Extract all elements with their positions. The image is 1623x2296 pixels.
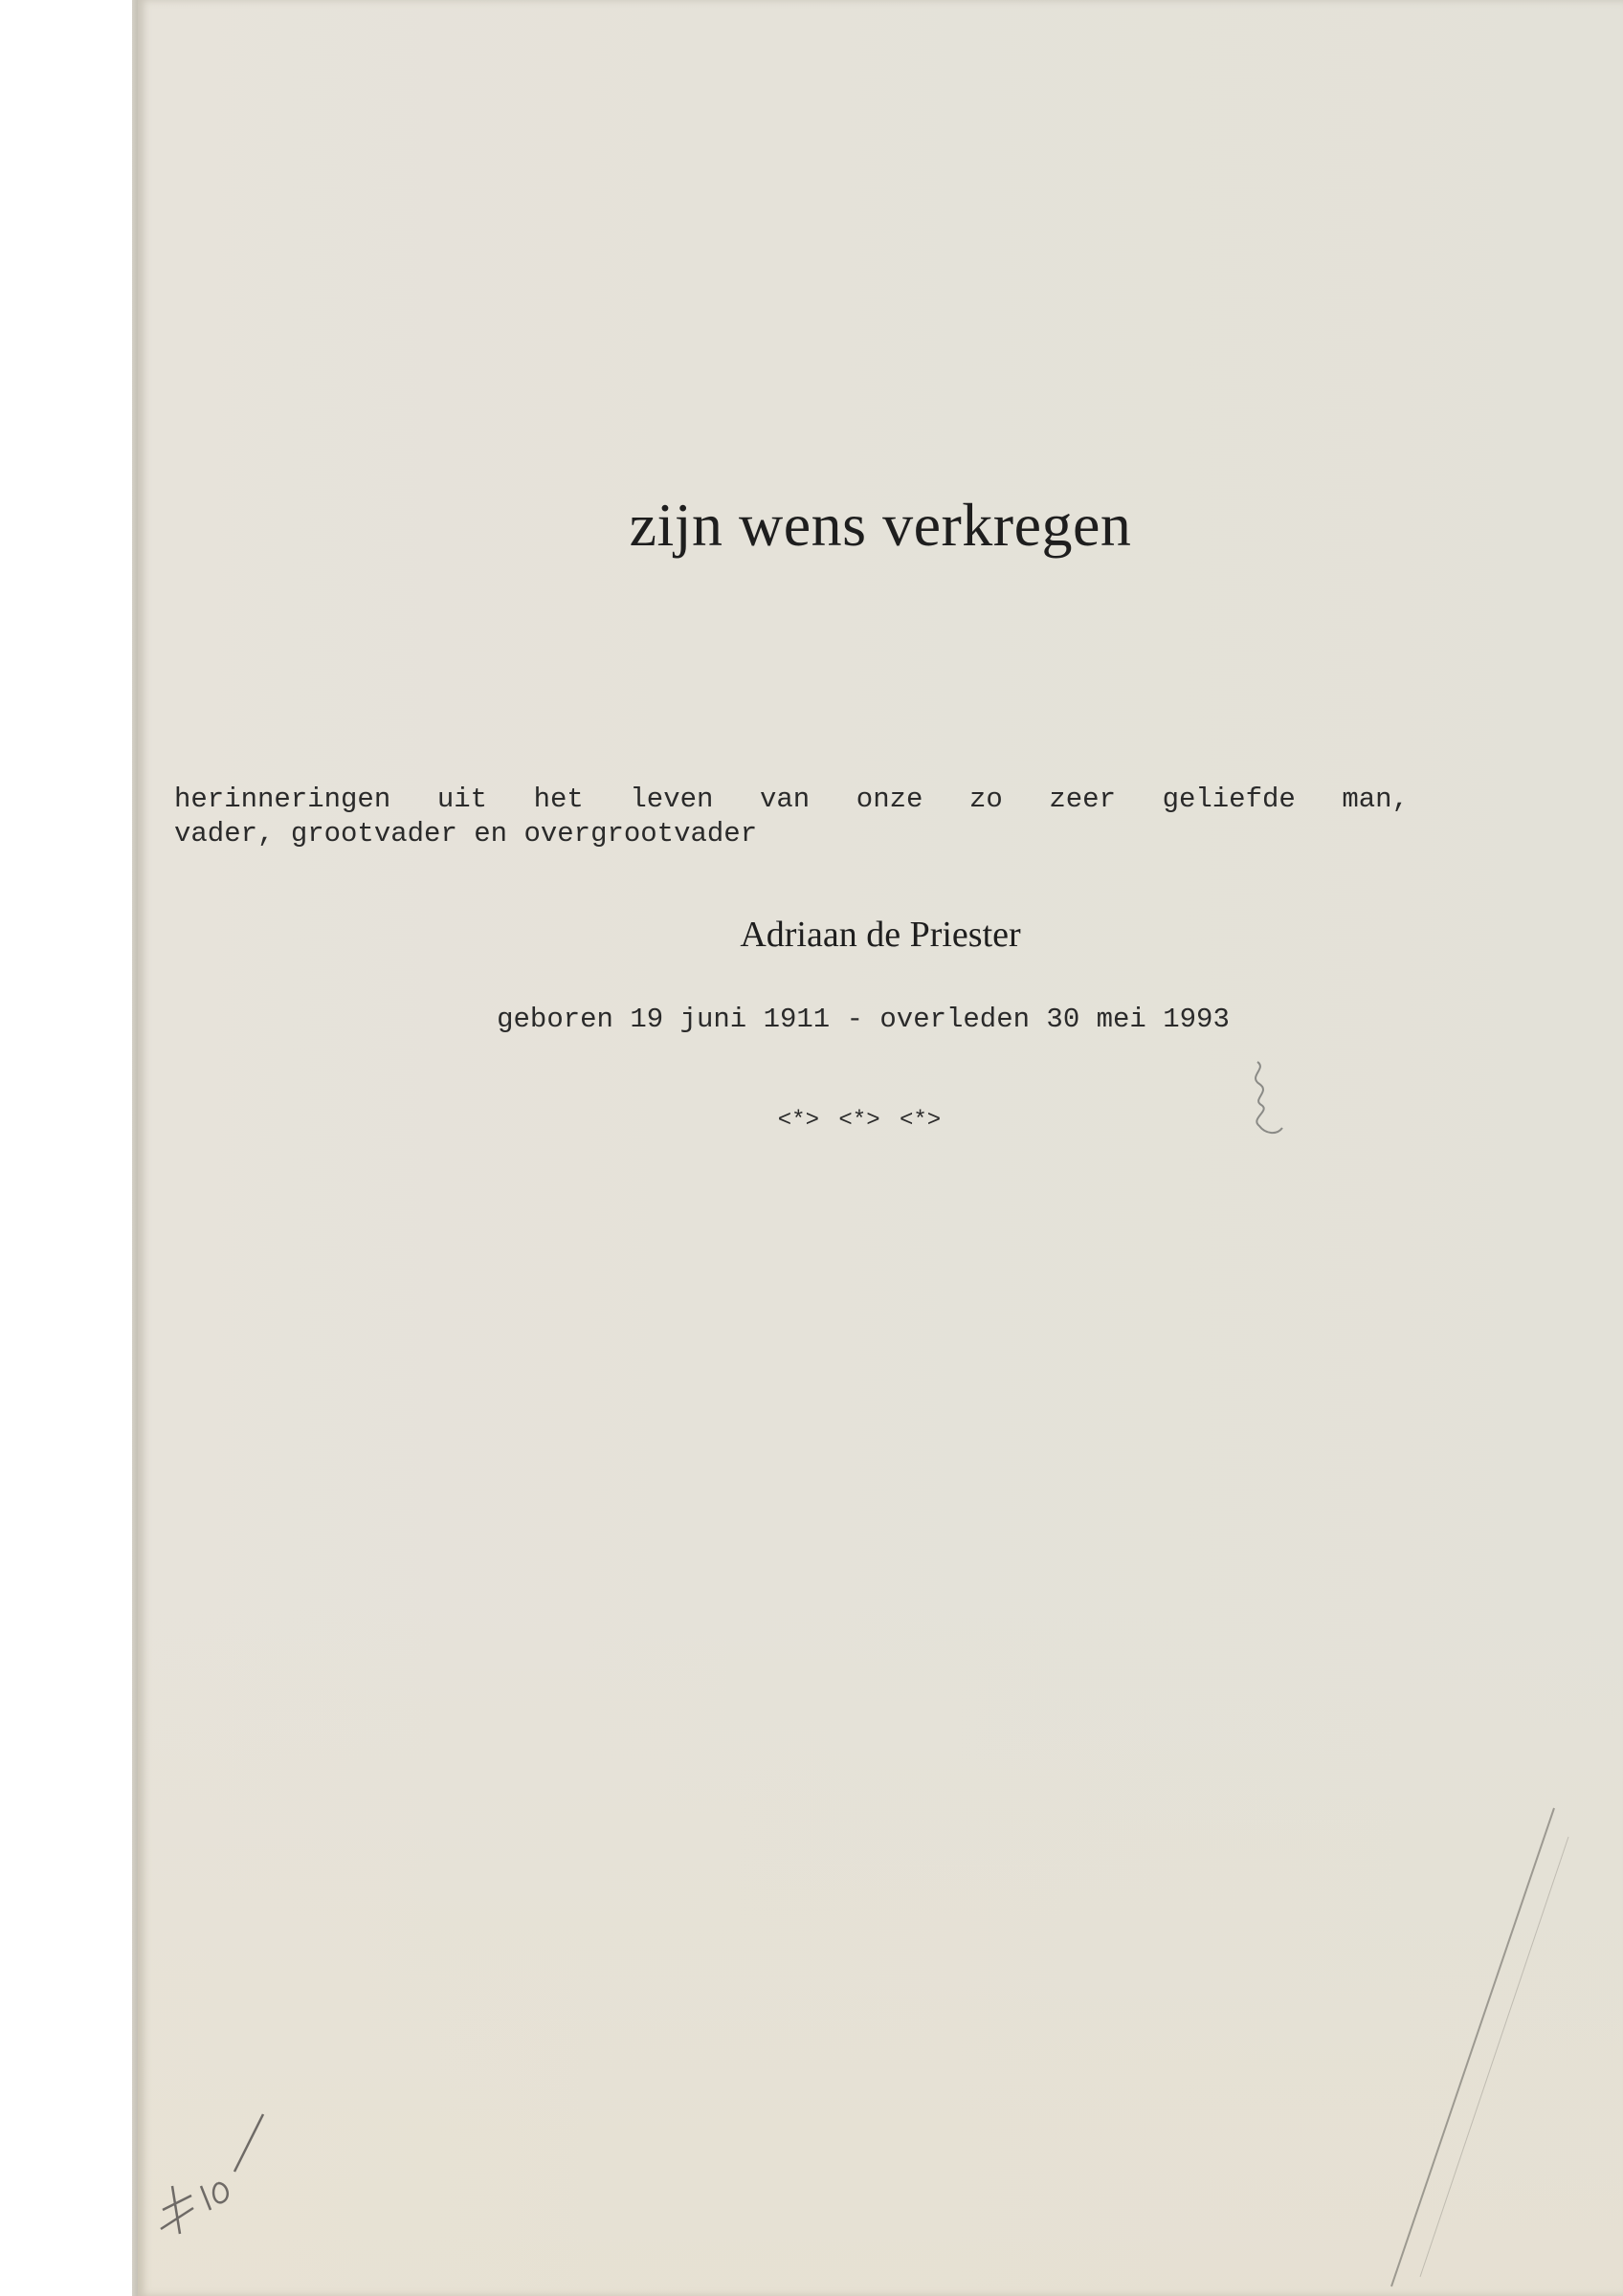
pencil-price-note: [144, 2095, 278, 2258]
pen-squiggle: [1238, 1057, 1296, 1143]
life-dates: geboren 19 juni 1911 - overleden 30 mei 1993: [497, 1004, 1230, 1035]
paper-sheet: [138, 0, 1623, 2296]
subtitle-line-1: herinneringen uit het leven van onze zo zeer geliefde man,: [174, 784, 1409, 815]
person-name: Adriaan de Priester: [740, 915, 1021, 955]
document-title: zijn wens verkregen: [629, 491, 1132, 559]
subtitle-line-2: vader, grootvader en overgrootvader: [174, 818, 758, 850]
diagonal-scratch: [1363, 1799, 1592, 2296]
ornament-separator: <*> <*> <*>: [777, 1108, 942, 1134]
document-subtitle: [174, 783, 1418, 851]
